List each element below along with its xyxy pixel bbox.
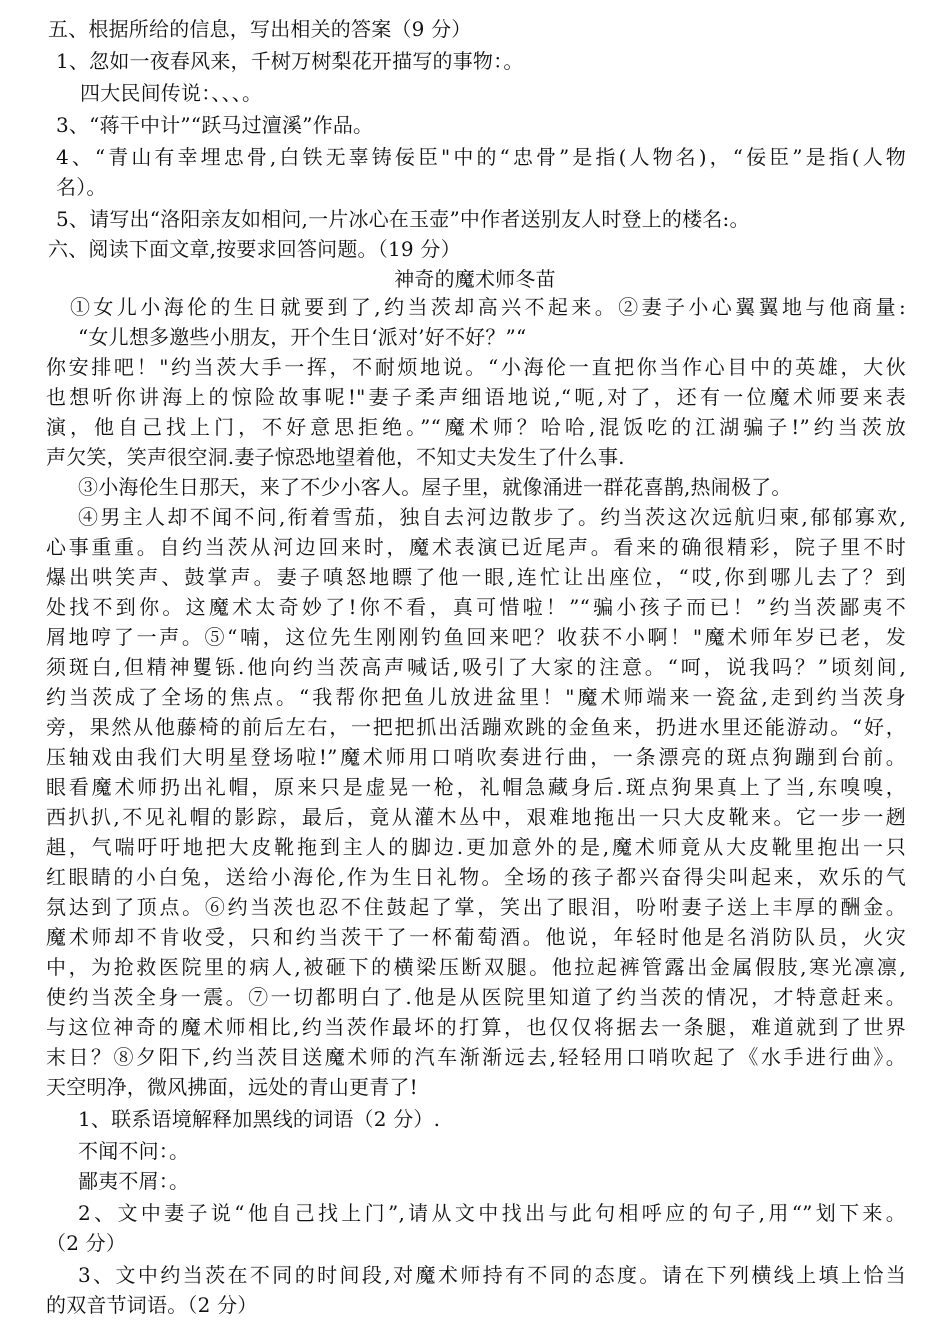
section5-q4-line1: 4、“青山有幸埋忠骨,白铁无辜铸佞臣"中的“忠骨”是指(人物名)，“佞臣”是指(人物 [56,145,906,169]
article-line: 爆出哄笑声、鼓掌声。妻子嗔怒地瞟了他一眼,连忙让出座位，“哎,你到哪儿去了？到 [46,565,906,589]
article-line: 中，为抢救医院里的病人,被砸下的横梁压断双腿。他拉起裤管露出金属假肢,寒光凛凛, [46,955,906,979]
article-line: 处找不到你。这魔术太奇妙了!你不看，真可惜啦！”“骗小孩子而已！”约当茨鄙夷不 [46,595,906,619]
article-line: 眼看魔术师扔出礼帽，原来只是虚晃一枪，礼帽急藏身后.斑点狗果真上了当,东嗅嗅， [46,775,906,799]
article-line: ③小海伦生日那天，来了不少小客人。屋子里，就像涌进一群花喜鹊,热闹极了。 [78,475,792,499]
question-1: 1、联系语境解释加黑线的词语（2 分）. [78,1107,441,1131]
section6-heading: 六、阅读下面文章,按要求回答问题。（19 分） [48,237,461,261]
question-1a: 不闻不问：。 [78,1139,190,1163]
article-line: 声欠笑，笑声很空洞.妻子惊恐地望着他，不知丈夫发生了什么事. [46,445,625,469]
article-line: 演，他自己找上门，不好意思拒绝。”“魔术师？哈哈,混饭吃的江湖骗子!”约当茨放 [46,415,906,439]
question-3-line1: 3、文中约当茨在不同的时间段,对魔术师持有不同的态度。请在下列横线上填上恰当 [78,1263,906,1287]
article-line: 末日？⑧夕阳下,约当茨目送魔术师的汽车渐渐远去,轻轻用口哨吹起了《水手进行曲》。 [46,1045,906,1069]
article-line: 红眼睛的小白兔，送给小海伦,作为生日礼物。全场的孩子都兴奋得尖叫起来，欢乐的气 [46,865,906,889]
article-line: 屑地哼了一声。⑤“喃，这位先生刚刚钓鱼回来吧？收获不小啊！"魔术师年岁已老，发 [46,625,906,649]
article-line: “女儿想多邀些小朋友，开个生日‘派对’好不好？”“ [78,325,527,349]
article-line: 魔术师却不肯收受，只和约当茨干了一杯葡萄酒。他说，年轻时他是名消防队员，火灾 [46,925,906,949]
section5-q1: 1、忽如一夜春风来，千树万树梨花开描写的事物：。 [56,49,524,73]
section5-q4-line2: 名）。 [56,175,107,199]
question-2-line1: 2、文中妻子说“他自己找上门”,请从文中找出与此句相呼应的句子,用“”划下来。 [78,1201,906,1225]
question-2-line2: （2 分） [46,1231,127,1255]
article-line: 趄，气喘吁吁地把大皮靴拖到主人的脚边.更加意外的是,魔术师竟从大皮靴里抱出一只 [46,835,906,859]
article-line: 天空明净，微风拂面，远处的青山更青了! [46,1075,418,1099]
article-line: 心事重重。自约当茨从河边回来时，魔术表演已近尾声。看来的确很精彩，院子里不时 [46,535,906,559]
article-line: 旁，果然从他藤椅的前后左右，一把把抓出活蹦欢跳的金鱼来，扔进水里还能游动。“好， [46,715,906,739]
article-line: 约当茨成了全场的焦点。“我帮你把鱼儿放进盆里！"魔术师端来一瓷盆,走到约当茨身 [46,685,906,709]
article-line: 氛达到了顶点。⑥约当茨也忍不住鼓起了掌，笑出了眼泪，吩咐妻子送上丰厚的酬金。 [46,895,906,919]
article-line: 也想听你讲海上的惊险故事呢!"妻子柔声细语地说,“呃,对了，还有一位魔术师要来表 [46,385,906,409]
article-line: 你安排吧！"约当茨大手一挥，不耐烦地说。“小海伦一直把你当作心目中的英雄，大伙 [46,355,906,379]
article-line: 与这位神奇的魔术师相比,约当茨作最坏的打算，也仅仅将据去一条腿，难道就到了世界 [46,1015,906,1039]
article-line: 使约当茨全身一震。⑦一切都明白了.他是从医院里知道了约当茨的情况，才特意赶来。 [46,985,906,1009]
article-line: ④男主人却不闻不问,衔着雪茄，独自去河边散步了。约当茨这次远航归柬,郁郁寡欢, [78,505,906,529]
section5-q2: 四大民间传说：、、、。 [80,81,263,105]
question-3-line2: 的双音节词语。（2 分） [46,1293,258,1317]
article-line: 须斑白,但精神矍铄.他向约当茨高声喊话,吸引了大家的注意。“呵，说我吗？”顷刻间, [46,655,906,679]
section5-heading: 五、根据所给的信息，写出相关的答案（9 分） [48,17,472,41]
article-title: 神奇的魔术师冬苗 [394,267,556,291]
section5-q5: 5、请写出“洛阳亲友如相问,一片冰心在玉壶”中作者送别友人时登上的楼名:。 [56,207,750,231]
section5-q3: 3、“蒋干中计”“跃马过澶溪”作品。 [56,113,374,137]
article-line: 压轴戏由我们大明星登场啦!”魔术师用口哨吹奏进行曲，一条漂亮的斑点狗蹦到台前。 [46,745,906,769]
article-line: ①女儿小海伦的生日就要到了,约当茨却高兴不起来。②妻子小心翼翼地与他商量: [70,295,906,319]
question-1b: 鄙夷不屑：。 [78,1169,190,1193]
article-line: 西扒扒,不见礼帽的影踪，最后，竟从灌木丛中，艰难地拖出一只大皮靴来。它一步一趔 [46,805,906,829]
